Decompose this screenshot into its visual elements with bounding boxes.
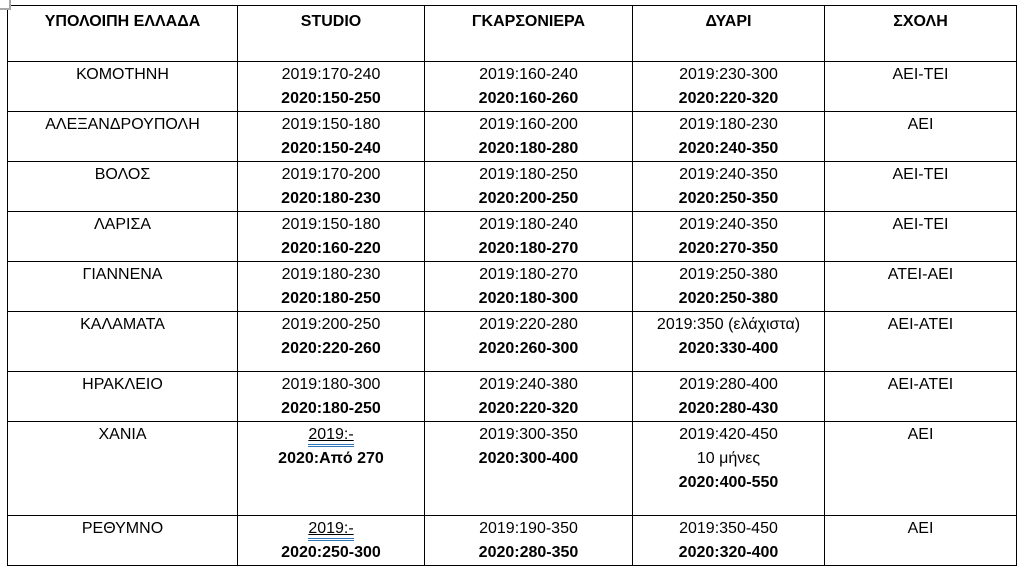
cell-line: 2020:220-320 <box>678 90 779 107</box>
cell-line: 2019:350 (ελάχιστα) <box>656 316 801 333</box>
table-row <box>8 372 1017 422</box>
cell-line: 2019:200-250 <box>281 316 381 333</box>
cell-line <box>240 517 422 541</box>
table-row <box>8 516 1017 566</box>
city-cell: ΚΟΜΟΤΗΝΗ <box>8 62 238 112</box>
cell-line: ΑΕΙ <box>907 426 934 443</box>
table-row <box>8 162 1017 212</box>
column-header-dyari: ΔΥΑΡΙ <box>633 6 825 62</box>
garsoniera-cell <box>425 262 633 312</box>
studio-cell <box>238 422 425 516</box>
cell-line: 2019:240-350 <box>679 166 778 183</box>
city-cell: ΧΑΝΙΑ <box>8 422 238 516</box>
cell-line: 2019:240-350 <box>679 216 778 233</box>
cell-line: 2020:220-260 <box>281 340 381 357</box>
cell-line: 2020:160-220 <box>281 240 381 257</box>
cell-line: 2019:180-300 <box>281 376 381 393</box>
cell-line: 2019:250-380 <box>679 266 778 283</box>
cell-line: 2019:180-270 <box>479 266 578 283</box>
city-cell: ΚΑΛΑΜΑΤΑ <box>8 312 238 372</box>
cell-line: 2020:200-250 <box>478 190 579 207</box>
cell-line: 2020:300-400 <box>478 450 579 467</box>
cell-line: ΑΕΙ <box>907 520 934 537</box>
cell-line: 2019:180-230 <box>679 116 778 133</box>
cell-line: 2020:180-250 <box>281 290 381 307</box>
cell-line: 2020:320-400 <box>678 544 779 561</box>
cell-line: 2020:240-350 <box>678 140 779 157</box>
school-cell <box>825 112 1017 162</box>
cell-line: 2020:220-320 <box>478 400 579 417</box>
cell-line: 2020:180-270 <box>478 240 579 257</box>
cell-line: 2019:420-450 <box>679 426 778 443</box>
cell-line: 2019:180-250 <box>479 166 578 183</box>
dyari-cell <box>633 516 825 566</box>
studio-cell <box>238 262 425 312</box>
column-header-garsoniera: ΓΚΑΡΣΟΝΙΕΡΑ <box>425 6 633 62</box>
column-header-studio: STUDIO <box>238 6 425 62</box>
cell-line: 2019:170-200 <box>281 166 381 183</box>
city-cell: ΛΑΡΙΣΑ <box>8 212 238 262</box>
cell-line: 2020:180-230 <box>281 190 381 207</box>
garsoniera-cell <box>425 422 633 516</box>
cell-line: 2020:160-260 <box>478 90 579 107</box>
cell-line: ΑΕΙ-ΤΕΙ <box>892 166 949 183</box>
table-handle-artifact <box>0 0 11 10</box>
dyari-cell <box>633 62 825 112</box>
cell-line: 2020:330-400 <box>678 340 779 357</box>
studio-cell <box>238 112 425 162</box>
student-rent-table <box>7 5 1017 566</box>
school-cell <box>825 162 1017 212</box>
studio-cell <box>238 372 425 422</box>
table-row <box>8 262 1017 312</box>
school-cell <box>825 422 1017 516</box>
garsoniera-cell <box>425 312 633 372</box>
cell-line: 2020:260-300 <box>478 340 579 357</box>
school-cell <box>825 212 1017 262</box>
city-cell: ΓΙΑΝΝΕΝΑ <box>8 262 238 312</box>
cell-line: 2019:240-380 <box>479 376 578 393</box>
garsoniera-cell <box>425 372 633 422</box>
cell-line: 2019:150-180 <box>281 116 381 133</box>
cell-line: 2020:270-350 <box>678 240 779 257</box>
cell-line: 2020:150-240 <box>281 140 381 157</box>
studio-cell <box>238 516 425 566</box>
dyari-cell <box>633 422 825 516</box>
column-header-region: ΥΠΟΛΟΙΠΗ ΕΛΛΑΔΑ <box>8 6 238 62</box>
school-cell <box>825 372 1017 422</box>
dyari-cell <box>633 162 825 212</box>
city-cell: ΑΛΕΞΑΝΔΡΟΥΠΟΛΗ <box>8 112 238 162</box>
cell-line: 2020:150-250 <box>281 90 381 107</box>
cell-line: ΑΕΙ-ΤΕΙ <box>892 66 949 83</box>
dyari-cell <box>633 262 825 312</box>
dyari-cell <box>633 372 825 422</box>
cell-line <box>240 423 422 447</box>
cell-line: 2019:280-400 <box>679 376 778 393</box>
cell-line: 2019:170-240 <box>281 66 381 83</box>
school-cell <box>825 262 1017 312</box>
dyari-cell <box>633 112 825 162</box>
cell-line: 2019:150-180 <box>281 216 381 233</box>
cell-line: 2019:220-280 <box>479 316 578 333</box>
cell-line: 2019:300-350 <box>479 426 578 443</box>
header-row <box>8 6 1017 62</box>
dyari-cell <box>633 212 825 262</box>
city-cell: ΗΡΑΚΛΕΙΟ <box>8 372 238 422</box>
cell-line: ΑΕΙ <box>907 116 934 133</box>
garsoniera-cell <box>425 62 633 112</box>
cell-line: ΑΕΙ-ΑΤΕΙ <box>887 376 954 393</box>
school-cell <box>825 312 1017 372</box>
grammar-underlined-text: 2019:- <box>308 425 353 447</box>
cell-line: 10 μήνες <box>696 450 761 467</box>
school-cell <box>825 516 1017 566</box>
cell-line: 2019:160-200 <box>479 116 578 133</box>
city-cell: ΒΟΛΟΣ <box>8 162 238 212</box>
column-header-school: ΣΧΟΛΗ <box>825 6 1017 62</box>
studio-cell <box>238 212 425 262</box>
cell-line: ΑΕΙ-ΑΤΕΙ <box>887 316 954 333</box>
cell-line: 2019:180-230 <box>281 266 381 283</box>
table-row <box>8 312 1017 372</box>
cell-line: 2019:350-450 <box>679 520 778 537</box>
cell-line: 2020:400-550 <box>678 474 779 491</box>
table-row <box>8 212 1017 262</box>
cell-line: 2020:280-430 <box>678 400 779 417</box>
garsoniera-cell <box>425 112 633 162</box>
cell-line: ΑΕΙ-ΤΕΙ <box>892 216 949 233</box>
studio-cell <box>238 62 425 112</box>
studio-cell <box>238 312 425 372</box>
cell-line: 2020:250-350 <box>678 190 779 207</box>
cell-line: 2020:250-380 <box>678 290 779 307</box>
school-cell <box>825 62 1017 112</box>
dyari-cell <box>633 312 825 372</box>
garsoniera-cell <box>425 212 633 262</box>
cell-line: 2020:Από 270 <box>278 450 384 467</box>
cell-line: 2020:180-280 <box>478 140 579 157</box>
table-row <box>8 62 1017 112</box>
cell-line: 2020:180-250 <box>281 400 381 417</box>
studio-cell <box>238 162 425 212</box>
cell-line: 2019:180-240 <box>479 216 578 233</box>
cell-line: 2019:190-350 <box>479 520 578 537</box>
cell-line: 2019:160-240 <box>479 66 578 83</box>
cell-line: ΑΤΕΙ-ΑΕΙ <box>887 266 954 283</box>
table-row <box>8 112 1017 162</box>
cell-line: 2020:280-350 <box>478 544 579 561</box>
cell-line: 2019:230-300 <box>679 66 778 83</box>
cell-line: 2020:180-300 <box>478 290 579 307</box>
cell-line: 2020:250-300 <box>281 544 381 561</box>
grammar-underlined-text: 2019:- <box>308 519 353 541</box>
table-row <box>8 422 1017 516</box>
garsoniera-cell <box>425 516 633 566</box>
garsoniera-cell <box>425 162 633 212</box>
city-cell: ΡΕΘΥΜΝΟ <box>8 516 238 566</box>
